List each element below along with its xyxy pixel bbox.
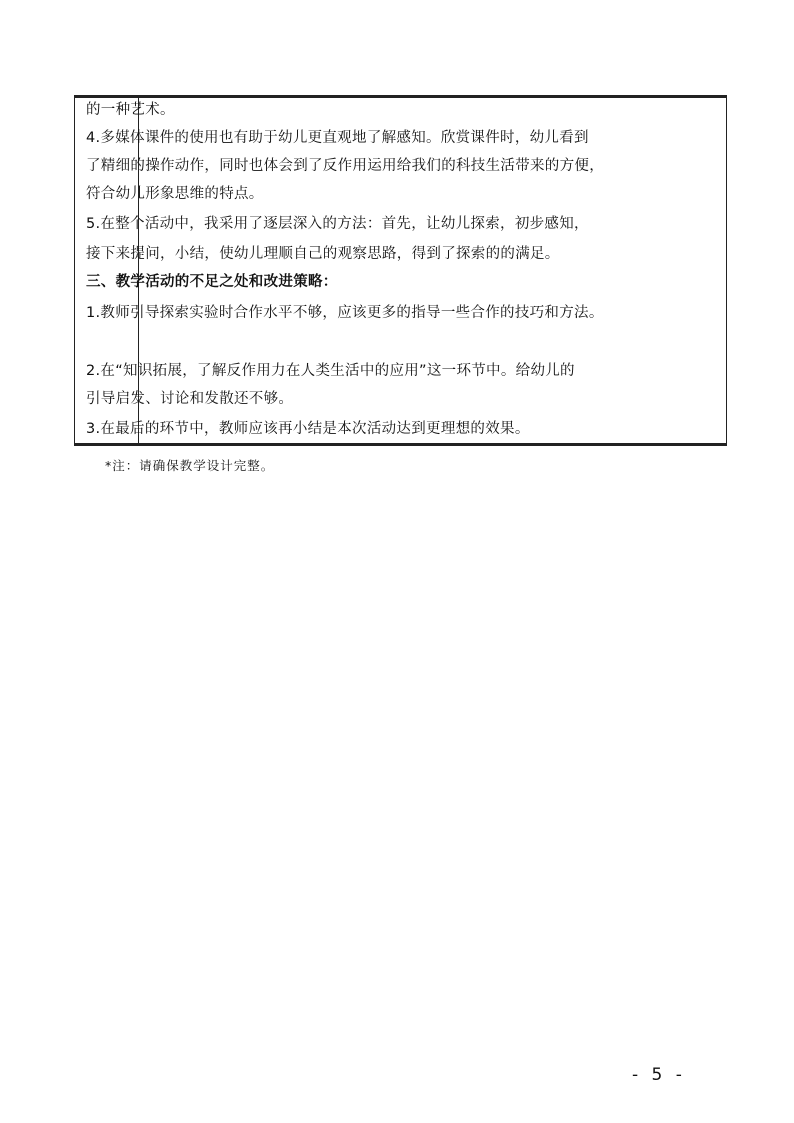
text-line-9: 2.在“知识拓展，了解反作用力在人类生活中的应用”这一环节中。给幼儿的 — [86, 363, 575, 379]
text-line-5: 5.在整个活动中，我采用了逐层深入的方法：首先，让幼儿探索，初步感知， — [86, 216, 589, 232]
text-line-8: 1.教师引导探索实验时合作水平不够，应该更多的指导一些合作的技巧和方法。 — [86, 305, 604, 321]
footnote: *注：请确保教学设计完整。 — [105, 458, 275, 473]
text-line-4: 符合幼儿形象思维的特点。 — [86, 186, 264, 202]
text-line-11: 3.在最后的环节中，教师应该再小结是本次活动达到更理想的效果。 — [86, 421, 530, 437]
page-number: - 5 - — [632, 1065, 686, 1085]
text-line-2: 4.多媒体课件的使用也有助于幼儿更直观地了解感知。欣赏课件时，幼儿看到 — [86, 130, 589, 146]
text-line-3: 了精细的操作动作，同时也体会到了反作用运用给我们的科技生活带来的方便， — [86, 158, 604, 174]
text-line-10: 引导启发、讨论和发散还不够。 — [86, 391, 294, 407]
text-line-6: 接下来提问，小结，使幼儿理顺自己的观察思路，得到了探索的的满足。 — [86, 246, 560, 262]
text-line-1: 的一种艺术。 — [86, 102, 175, 118]
section-heading: 三、教学活动的不足之处和改进策略： — [86, 274, 338, 290]
